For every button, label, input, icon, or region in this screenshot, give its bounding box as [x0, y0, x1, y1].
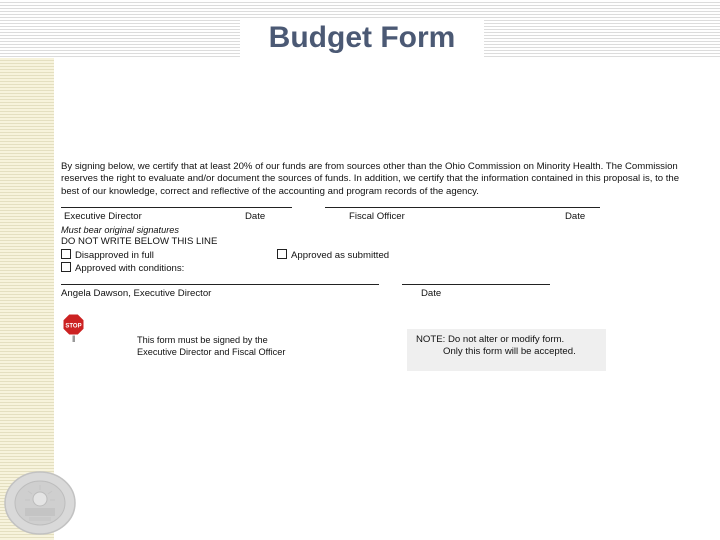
disapproved-label: Disapproved in full	[75, 250, 154, 261]
approver-date-label: Date	[421, 288, 442, 299]
approved-with-conditions-option	[61, 262, 184, 275]
disapproved-checkbox[interactable]	[61, 249, 71, 259]
sidebar-stripes	[0, 58, 54, 540]
executive-director-signature-line	[61, 207, 292, 208]
approver-date-line	[402, 284, 550, 285]
note-line-1: NOTE: Do not alter or modify form.	[416, 334, 565, 345]
date-label-2: Date	[565, 211, 586, 222]
approver-name: Angela Dawson, Executive Director	[61, 288, 212, 299]
approved-as-submitted-option	[277, 249, 389, 262]
note-box	[407, 329, 606, 371]
approved-as-submitted-checkbox[interactable]	[277, 249, 287, 259]
certification-paragraph: By signing below, we certify that at least 20% of our funds are from sources other than the Ohio Commission on Minority Health. The Commission reserves the right to evaluate and/or document the sources of funds. In addition, we certify that the information contained in this proposal is, to the best of our knowledge, correct and reflective of the accounting and program records of the agency.	[61, 161, 680, 197]
date-label-1: Date	[245, 211, 266, 222]
title-band	[240, 18, 484, 58]
approved-as-submitted-label: Approved as submitted	[291, 250, 390, 261]
commission-seal-logo	[3, 470, 77, 536]
note-line-2: Only this form will be accepted.	[443, 346, 576, 357]
approved-with-conditions-label: Approved with conditions:	[75, 263, 185, 274]
fiscal-officer-signature-line	[325, 207, 600, 208]
executive-director-label: Executive Director	[64, 211, 142, 222]
approver-signature-line	[61, 284, 379, 285]
original-signatures-note: Must bear original signatures	[61, 225, 179, 235]
stop-sign-text: STOP	[65, 323, 82, 330]
stop-sign-icon	[62, 312, 86, 342]
fiscal-officer-label: Fiscal Officer	[349, 211, 405, 222]
signature-requirement-line-1: This form must be signed by the	[137, 335, 268, 345]
do-not-write-notice: DO NOT WRITE BELOW THIS LINE	[61, 236, 218, 247]
page-title: Budget Form	[268, 21, 456, 54]
signature-requirement-line-2: Executive Director and Fiscal Officer	[137, 347, 286, 357]
approved-with-conditions-checkbox[interactable]	[61, 262, 71, 272]
disapproved-option	[61, 249, 154, 262]
